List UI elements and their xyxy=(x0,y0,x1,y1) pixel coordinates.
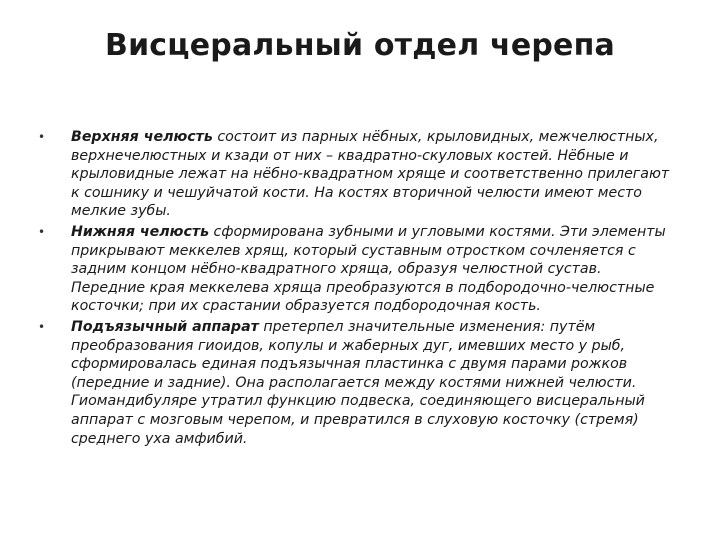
item-text: состоит из парных нёбных, крыловидных, межчелюстных, верхнечелюстных и кзади от них – квадратно-скуловых костей. Нёбные и крыловидные лежат на нёбно-квадратном хряще и соответственно прилегают к сошнику и чешуйчатой кости. На костях вторичной челюсти имеют место мелкие зубы. xyxy=(71,129,670,220)
list-item-hyoid-apparatus xyxy=(38,318,678,448)
list-item-upper-jaw xyxy=(38,128,678,221)
term-lower-jaw: Нижняя челюсть xyxy=(71,223,210,240)
bullet-icon: • xyxy=(38,224,46,239)
bullet-list xyxy=(38,128,678,450)
slide-title: Висцеральный отдел черепа xyxy=(105,28,615,63)
term-hyoid-apparatus: Подъязычный аппарат xyxy=(71,318,259,335)
item-text: претерпел значительные изменения: путём преобразования гиоидов, копулы и жаберных дуг, имевших место у рыб, сформировалась единая подъязычная пластинка с двумя парами рожков (передние и задние). Она располагается между костями нижней челюсти. Гиомандибуляре утратил функцию подвеска, соединяющего висцеральный аппарат с мозговым черепом, и превратился в слуховую косточку (стремя) среднего уха амфибий. xyxy=(71,318,645,447)
list-item-lower-jaw xyxy=(38,223,678,316)
term-upper-jaw: Верхняя челюсть xyxy=(71,129,213,145)
bullet-icon: • xyxy=(38,130,46,144)
item-text: сформирована зубными и угловыми костями. Эти элементы прикрывают меккелев хрящ, который суставным отростком сочленяется с задним концом нёбно-квадратного хряща, образуя челюстной сустав. Передние края меккелева хряща преобразуются в подбородочно-челюстные косточки; при их срастании образуется подбородочная кость. xyxy=(71,223,666,315)
bullet-icon: • xyxy=(38,319,46,334)
